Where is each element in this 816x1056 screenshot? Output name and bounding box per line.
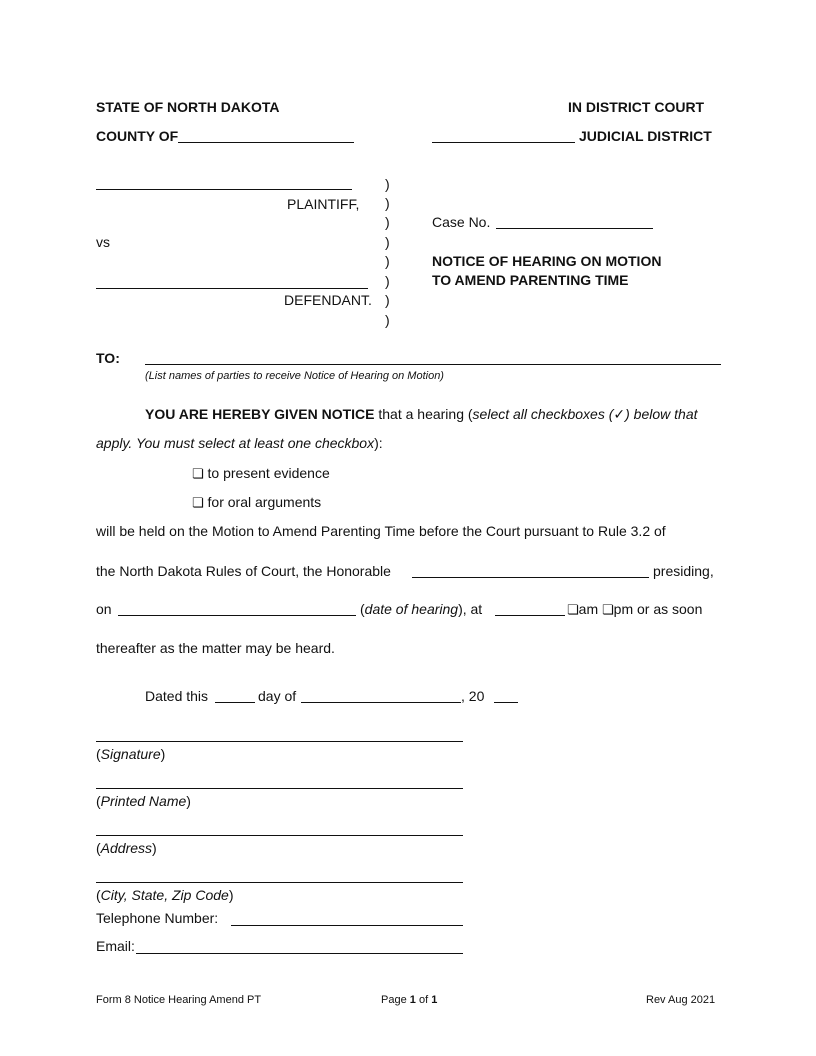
caption-paren: ) [385,176,390,192]
to-hint: (List names of parties to receive Notice of Hearing on Motion) [145,370,444,382]
dated-prefix: Dated this [145,688,209,704]
printed-name-field[interactable] [96,788,463,789]
notice-text: that a hearing ( [374,406,473,422]
caption-paren: ) [385,253,390,269]
court-heading: IN DISTRICT COURT [568,99,705,115]
footer-form-name: Form 8 Notice Hearing Amend PT [96,994,262,1006]
city-field[interactable] [96,882,463,883]
page-prefix: Page [381,994,407,1006]
signature-label: (Signature) [96,746,166,762]
signature-field[interactable] [96,741,463,742]
notice-text-2: ): [374,435,383,451]
notice-instruction: select all checkboxes (✓) below that [472,406,698,422]
signature-label-text: Signature [100,746,161,762]
page-of: of [418,994,429,1006]
dated-day-of: day of [258,688,297,704]
case-no-label: Case No. [432,214,491,230]
defendant-field[interactable] [96,288,368,289]
telephone-label: Telephone Number: [96,910,219,926]
am-label: am [578,601,599,617]
date-hint-text: date of hearing [364,601,459,617]
dated-month-field[interactable] [301,702,461,703]
judge-text-a: the North Dakota Rules of Court, the Honorable [96,563,391,579]
am-checkbox-icon[interactable]: ❏ [567,603,579,618]
dated-year-field[interactable] [494,702,518,703]
notice-line [145,406,698,423]
footer-page-number [381,994,437,1006]
city-label: (City, State, Zip Code) [96,887,234,903]
option-label: for oral arguments [207,494,322,510]
hearing-time-field[interactable] [495,615,565,616]
document-title-line1: NOTICE OF HEARING ON MOTION [432,253,662,269]
address-label: (Address) [96,840,157,856]
judge-text-b: presiding, [653,563,714,579]
district-label: JUDICIAL DISTRICT [579,128,712,144]
city-label-text: City, State, Zip Code [100,887,229,903]
dated-day-field[interactable] [215,702,255,703]
hearing-date-field[interactable] [118,615,356,616]
pm-checkbox-icon[interactable]: ❏ [602,603,614,618]
notice-instruction-2: apply. You must select at least one checkbox [96,435,375,451]
printed-name-label: (Printed Name) [96,793,191,809]
on-label: on [96,601,112,617]
plaintiff-field[interactable] [96,189,352,190]
to-label: TO: [96,350,120,366]
caption-paren: ) [385,214,390,230]
document-title-line2: TO AMEND PARENTING TIME [432,272,629,288]
state-heading: STATE OF NORTH DAKOTA [96,99,280,115]
at-label: ), at [458,601,483,617]
footer-revision: Rev Aug 2021 [646,994,716,1006]
option-label: to present evidence [207,465,330,481]
telephone-field[interactable] [231,925,463,926]
caption-paren: ) [385,234,390,250]
pm-label: pm or as soon [613,601,703,617]
district-field[interactable] [432,142,575,143]
option-present-evidence[interactable] [192,465,330,482]
notice-line-2 [96,435,383,451]
to-field[interactable] [145,364,721,365]
page-total: 1 [431,994,438,1006]
county-field[interactable] [178,142,354,143]
email-field[interactable] [136,953,463,954]
address-label-text: Address [100,840,153,856]
case-no-field[interactable] [496,228,653,229]
page-current: 1 [409,994,416,1006]
judge-field[interactable] [412,577,649,578]
caption-paren: ) [385,312,390,328]
date-hint: (date of hearing), at [360,601,483,617]
address-field[interactable] [96,835,463,836]
caption-paren: ) [385,273,390,289]
hearing-text-line4: thereafter as the matter may be heard. [96,640,335,656]
dated-year-prefix: , 20 [461,688,485,704]
defendant-label: DEFENDANT. [284,292,372,308]
hearing-text-line1: will be held on the Motion to Amend Parenting Time before the Court pursuant to Rule 3.2 of [96,523,666,539]
checkbox-icon[interactable]: ❏ [192,467,204,482]
caption-paren: ) [385,195,390,211]
email-label: Email: [96,938,135,954]
county-label: COUNTY OF [96,128,179,144]
printed-name-label-text: Printed Name [100,793,187,809]
notice-lead: YOU ARE HEREBY GIVEN NOTICE [145,406,375,422]
plaintiff-label: PLAINTIFF, [287,196,360,212]
vs-label: vs [96,234,110,250]
option-oral-arguments[interactable] [192,494,321,511]
am-pm-options [567,601,702,618]
checkbox-icon[interactable]: ❏ [192,496,204,511]
caption-paren: ) [385,292,390,308]
